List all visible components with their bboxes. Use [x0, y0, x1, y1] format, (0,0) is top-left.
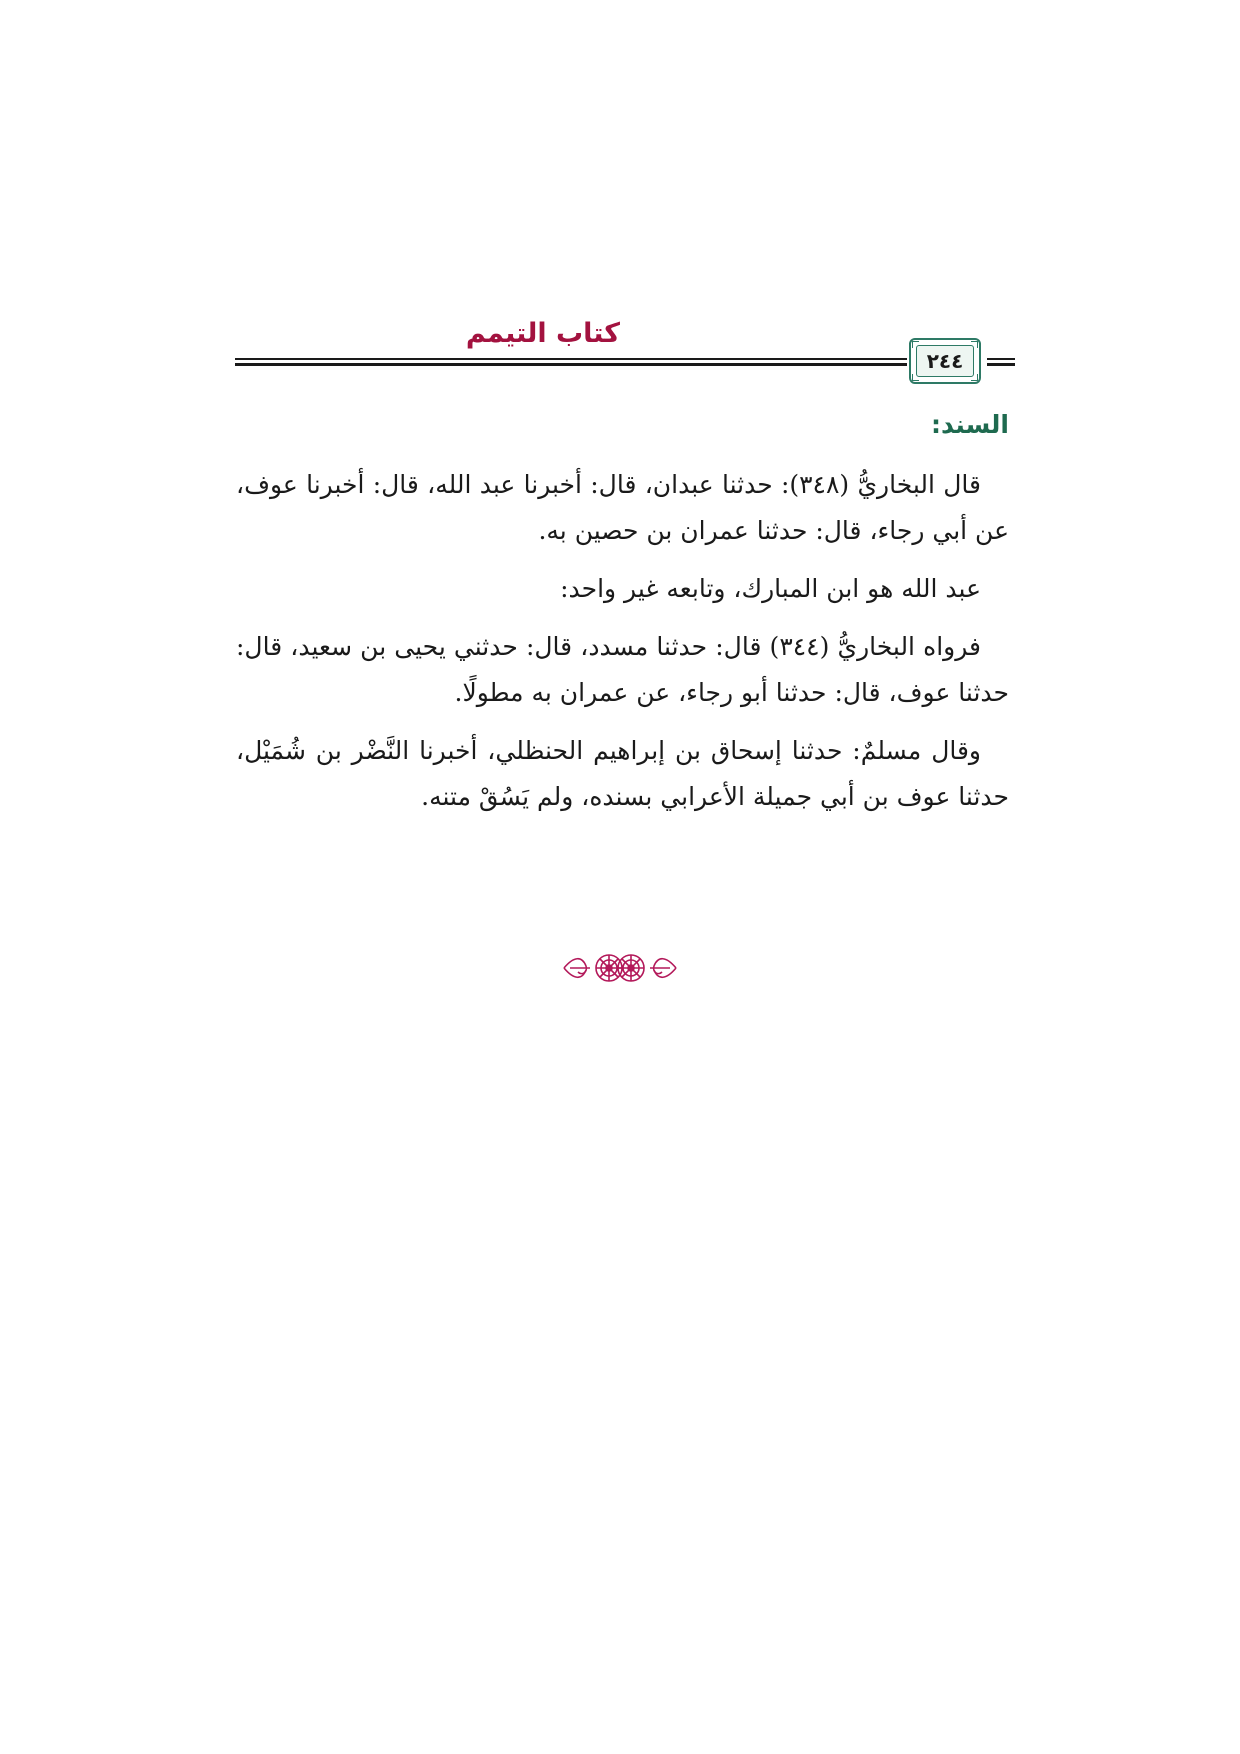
- section-end-ornament-icon: [560, 948, 680, 988]
- paragraph: فرواه البخاريُّ (٣٤٤) قال: حدثنا مسدد، قال: حدثني يحيى بن سعيد، قال: حدثنا عوف، قال: حدثنا أبو رجاء، عن عمران به مطولًا.: [236, 632, 1009, 707]
- paragraph: قال البخاريُّ (٣٤٨): حدثنا عبدان، قال: أخبرنا عبد الله، قال: أخبرنا عوف، عن أبي رجاء، قال: حدثنا عمران بن حصين به.: [236, 470, 1009, 545]
- header-rule-short: [987, 358, 1015, 360]
- paragraph: وقال مسلمٌ: حدثنا إسحاق بن إبراهيم الحنظلي، أخبرنا النَّضْر بن شُمَيْل، حدثنا عوف بن أبي جميلة الأعرابي بسنده، ولم يَسُقْ متنه.: [236, 736, 1009, 811]
- page-body: [236, 402, 1009, 832]
- page-header: [235, 318, 1010, 388]
- paragraph: عبد الله هو ابن المبارك، وتابعه غير واحد:: [560, 574, 981, 603]
- header-rule: [235, 363, 907, 366]
- page-number: ٢٤٤: [926, 349, 964, 373]
- section-heading: السند:: [930, 410, 1009, 439]
- page-number-badge: [909, 338, 981, 384]
- header-rule: [235, 358, 907, 360]
- header-rule-short: [987, 363, 1015, 366]
- book-title: كتاب التيمم: [465, 318, 620, 349]
